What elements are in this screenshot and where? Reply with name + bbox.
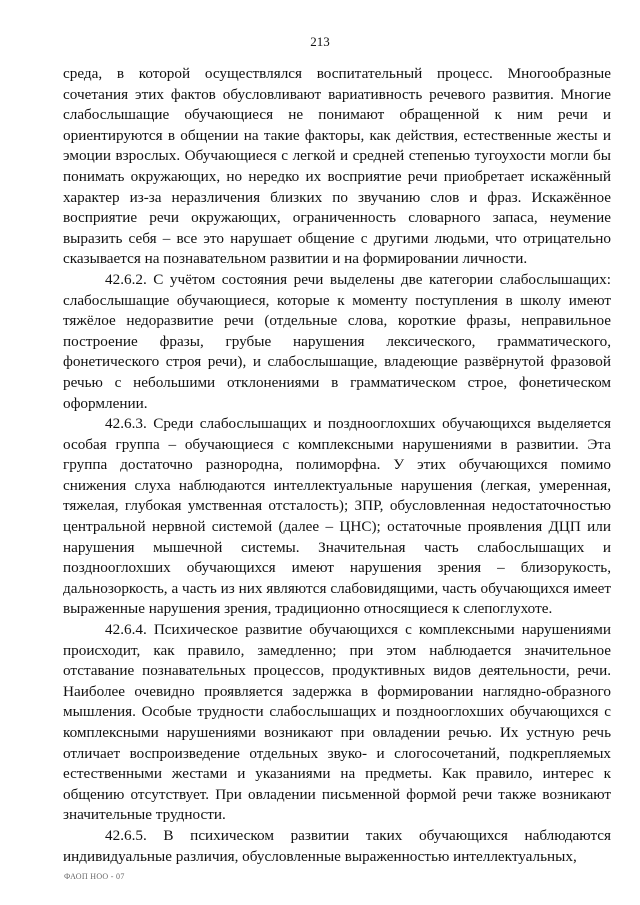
paragraph-42-6-4: 42.6.4. Психическое развитие обучающихся с комплексными нарушениями происходит, как правило, замедленно; при этом наблюдается значительное отставание познавательных процессов, продуктивных видов деятельности, речи. Наиболее очевидно проявляется задержка в формировании наглядно-образного мышления. Особые трудности слабослышащих и позднооглохших обучающихся с комплексными нарушениями возникают при овладении речью. Их устную речь отличает воспроизведение отдельных звуко- и слогосочетаний, подкрепляемых естественными жестами и указаниями на предметы. Как правило, интерес к общению отсутствует. При овладении письменной формой речи также возникают значительные трудности.: [63, 621, 611, 824]
paragraph-42-6-3: 42.6.3. Среди слабослышащих и позднооглохших обучающихся выделяется особая группа – обучающиеся с комплексными нарушениями в развитии. Эта группа достаточно разнородна, полиморфна. У этих обучающихся помимо снижения слуха наблюдаются интеллектуальные нарушения (легкая, умеренная, тяжелая, глубокая умственная отсталость); ЗПР, обусловленная недостаточностью центральной нервной системой (далее – ЦНС); остаточные проявления ДЦП или нарушения мышечной системы. Значительная часть слабослышащих и позднооглохших обучающихся имеют нарушения зрения – близорукость, дальнозоркость, а часть из них являются слабовидящими, часть обучающихся имеет выраженные нарушения зрения, традиционно относящиеся к слепоглухоте.: [63, 415, 611, 618]
paragraph-42-6-2: 42.6.2. С учётом состояния речи выделены две категории слабослышащих: слабослышащие обучающиеся, которые к моменту поступления в школу имеют тяжёлое недоразвитие речи (отдельные слова, короткие фразы, неправильное построение фразы, грубые нарушения лексического, грамматического, фонетического строя речи), и слабослышащие, владеющие развёрнутой фразовой речью с небольшими отклонениями в грамматическом строе, фонетическом оформлении.: [63, 270, 611, 412]
page-number: 213: [310, 34, 330, 49]
page-footer: ФАОП НОО - 07: [64, 872, 125, 881]
document-body: [63, 64, 611, 867]
paragraph-42-6-5: 42.6.5. В психическом развитии таких обучающихся наблюдаются индивидуальные различия, обусловленные выраженностью интеллектуальных,: [63, 826, 611, 865]
paragraph-continuation: среда, в которой осуществлялся воспитательный процесс. Многообразные сочетания этих фактов обусловливают вариативность речевого развития. Многие слабослышащие обучающиеся не понимают обращенной к ним речи и ориентируются в общении на такие факторы, как действия, естественные жесты и эмоции взрослых. Обучающиеся с легкой и средней степенью тугоухости могли бы понимать окружающих, но нередко их восприятие речи приобретает искажённый характер из-за неразличения близких по звучанию слов и фраз. Искажённое восприятие речи окружающих, ограниченность словарного запаса, неумение выразить себя – все это нарушает общение с другими людьми, что отрицательно сказывается на познавательном развитии и на формировании личности.: [63, 65, 611, 268]
